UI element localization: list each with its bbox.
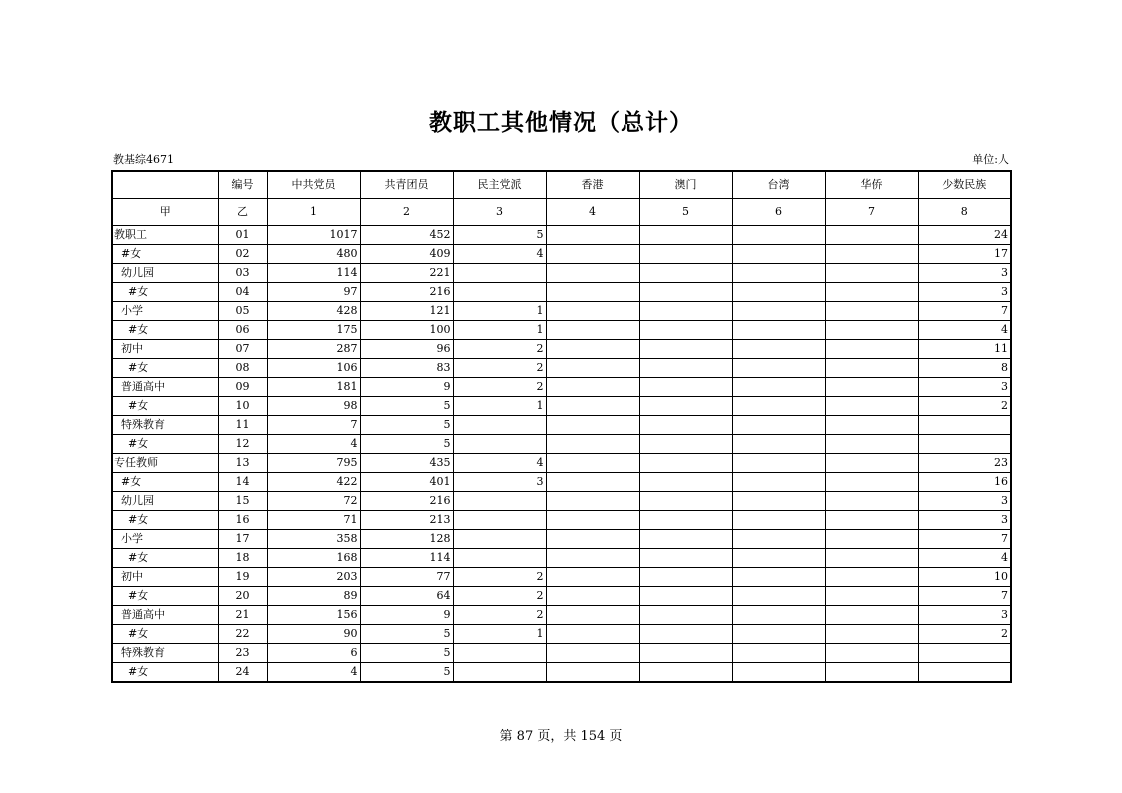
table-cell: [453, 511, 546, 530]
table-cell: [639, 511, 732, 530]
table-cell: 2: [453, 378, 546, 397]
table-cell: [639, 473, 732, 492]
table-cell: 2: [453, 340, 546, 359]
row-label: 特殊教育: [112, 416, 218, 435]
column-index: 8: [918, 199, 1011, 226]
row-code: 24: [218, 663, 267, 683]
table-cell: 5: [360, 663, 453, 683]
column-index: 甲: [112, 199, 218, 226]
table-cell: 287: [267, 340, 360, 359]
table-cell: [453, 492, 546, 511]
table-cell: [453, 549, 546, 568]
column-header: 编号: [218, 171, 267, 199]
table-cell: [639, 435, 732, 454]
table-cell: [732, 625, 825, 644]
table-cell: 4: [453, 245, 546, 264]
table-cell: [546, 264, 639, 283]
table-cell: 114: [267, 264, 360, 283]
table-cell: [639, 492, 732, 511]
row-label: 幼儿园: [112, 264, 218, 283]
row-label: 专任教师: [112, 454, 218, 473]
table-cell: [546, 340, 639, 359]
table-cell: 435: [360, 454, 453, 473]
table-cell: [639, 416, 732, 435]
table-cell: [825, 473, 918, 492]
table-cell: [825, 397, 918, 416]
table-cell: 4: [267, 435, 360, 454]
table-cell: [453, 416, 546, 435]
row-code: 03: [218, 264, 267, 283]
table-row: [112, 397, 1011, 416]
table-cell: 1: [453, 397, 546, 416]
table-cell: [732, 245, 825, 264]
table-cell: [546, 625, 639, 644]
table-cell: 9: [360, 606, 453, 625]
table-cell: [825, 530, 918, 549]
row-label: #女: [112, 511, 218, 530]
table-cell: 64: [360, 587, 453, 606]
table-cell: [825, 245, 918, 264]
table-cell: [546, 454, 639, 473]
table-cell: 7: [918, 530, 1011, 549]
table-cell: 4: [918, 549, 1011, 568]
table-row: [112, 245, 1011, 264]
table-cell: 2: [453, 606, 546, 625]
table-cell: [732, 587, 825, 606]
table-cell: [732, 511, 825, 530]
table-cell: [825, 625, 918, 644]
table-cell: [639, 644, 732, 663]
table-cell: [639, 530, 732, 549]
table-cell: [825, 226, 918, 245]
row-label: 教职工: [112, 226, 218, 245]
table-cell: 175: [267, 321, 360, 340]
column-header: 少数民族: [918, 171, 1011, 199]
table-row: [112, 435, 1011, 454]
table-cell: 3: [918, 378, 1011, 397]
table-cell: [546, 568, 639, 587]
column-index: 4: [546, 199, 639, 226]
table-cell: [546, 511, 639, 530]
row-label: 普通高中: [112, 378, 218, 397]
table-cell: [732, 397, 825, 416]
table-cell: 358: [267, 530, 360, 549]
table-row: [112, 549, 1011, 568]
table-cell: [825, 302, 918, 321]
table-cell: [732, 416, 825, 435]
row-code: 02: [218, 245, 267, 264]
table-cell: [453, 530, 546, 549]
table-cell: [918, 435, 1011, 454]
row-code: 01: [218, 226, 267, 245]
table-cell: 16: [918, 473, 1011, 492]
table-cell: 24: [918, 226, 1011, 245]
table-cell: 1: [453, 625, 546, 644]
table-cell: 83: [360, 359, 453, 378]
table-cell: [825, 492, 918, 511]
table-row: [112, 568, 1011, 587]
table-cell: [825, 378, 918, 397]
table-cell: 452: [360, 226, 453, 245]
table-cell: [825, 587, 918, 606]
table-cell: 3: [918, 283, 1011, 302]
table-cell: 90: [267, 625, 360, 644]
table-cell: [639, 283, 732, 302]
table-cell: [918, 416, 1011, 435]
table-cell: 3: [918, 606, 1011, 625]
column-header: 香港: [546, 171, 639, 199]
row-label: 特殊教育: [112, 644, 218, 663]
table-cell: [825, 416, 918, 435]
table-row: [112, 644, 1011, 663]
table-cell: 3: [918, 511, 1011, 530]
table-cell: 409: [360, 245, 453, 264]
table-cell: [732, 606, 825, 625]
table-row: [112, 321, 1011, 340]
table-cell: 9: [360, 378, 453, 397]
table-cell: [732, 321, 825, 340]
page-footer: 第 87 页，共 154 页: [499, 729, 623, 744]
table-cell: 7: [918, 587, 1011, 606]
table-cell: [453, 663, 546, 683]
table-cell: [546, 587, 639, 606]
table-cell: 1: [453, 321, 546, 340]
table-row: [112, 492, 1011, 511]
table-cell: [825, 644, 918, 663]
table-cell: [825, 663, 918, 683]
table-cell: [639, 359, 732, 378]
table-cell: [453, 435, 546, 454]
table-cell: 2: [918, 397, 1011, 416]
table-cell: [546, 397, 639, 416]
table-cell: 89: [267, 587, 360, 606]
table-cell: 213: [360, 511, 453, 530]
table-cell: [732, 226, 825, 245]
row-code: 05: [218, 302, 267, 321]
table-cell: [546, 663, 639, 683]
column-index: 2: [360, 199, 453, 226]
row-label: #女: [112, 283, 218, 302]
row-label: #女: [112, 245, 218, 264]
table-cell: 8: [918, 359, 1011, 378]
row-code: 13: [218, 454, 267, 473]
table-cell: [639, 568, 732, 587]
table-cell: [546, 283, 639, 302]
table-row: [112, 283, 1011, 302]
table-cell: 5: [360, 625, 453, 644]
table-cell: [639, 302, 732, 321]
table-cell: [546, 530, 639, 549]
table-cell: [546, 378, 639, 397]
table-cell: [546, 549, 639, 568]
table-cell: 72: [267, 492, 360, 511]
table-cell: [732, 283, 825, 302]
table-cell: 422: [267, 473, 360, 492]
table-cell: [732, 644, 825, 663]
column-index: 7: [825, 199, 918, 226]
table-cell: 4: [918, 321, 1011, 340]
table-cell: 6: [267, 644, 360, 663]
table-cell: 23: [918, 454, 1011, 473]
table-cell: 216: [360, 492, 453, 511]
row-code: 09: [218, 378, 267, 397]
column-index: 6: [732, 199, 825, 226]
table-cell: [639, 606, 732, 625]
table-cell: 11: [918, 340, 1011, 359]
table-cell: [732, 264, 825, 283]
table-cell: 98: [267, 397, 360, 416]
table-cell: [825, 454, 918, 473]
row-label: 幼儿园: [112, 492, 218, 511]
column-index: 1: [267, 199, 360, 226]
table-cell: 156: [267, 606, 360, 625]
row-label: #女: [112, 549, 218, 568]
table-row: [112, 625, 1011, 644]
row-label: #女: [112, 587, 218, 606]
table-row: [112, 454, 1011, 473]
table-cell: 97: [267, 283, 360, 302]
table-cell: 3: [918, 264, 1011, 283]
table-cell: [918, 644, 1011, 663]
table-cell: [825, 435, 918, 454]
table-cell: 795: [267, 454, 360, 473]
table-cell: [825, 568, 918, 587]
table-cell: 221: [360, 264, 453, 283]
table-cell: [639, 226, 732, 245]
table-cell: [825, 340, 918, 359]
table-cell: 1: [453, 302, 546, 321]
table-cell: [732, 549, 825, 568]
row-label: 普通高中: [112, 606, 218, 625]
table-cell: [732, 302, 825, 321]
data-table: [111, 170, 1012, 683]
row-code: 19: [218, 568, 267, 587]
table-row: [112, 378, 1011, 397]
table-cell: [546, 416, 639, 435]
table-cell: 401: [360, 473, 453, 492]
form-code: 教基综4671: [113, 153, 174, 166]
table-cell: 203: [267, 568, 360, 587]
table-cell: [546, 492, 639, 511]
table-cell: [546, 321, 639, 340]
table-cell: [732, 435, 825, 454]
column-header: 华侨: [825, 171, 918, 199]
row-code: 06: [218, 321, 267, 340]
row-label: 小学: [112, 302, 218, 321]
table-cell: 1017: [267, 226, 360, 245]
row-code: 23: [218, 644, 267, 663]
row-code: 11: [218, 416, 267, 435]
table-cell: 7: [918, 302, 1011, 321]
table-row: [112, 663, 1011, 683]
table-row: [112, 226, 1011, 245]
row-code: 07: [218, 340, 267, 359]
table-cell: [639, 454, 732, 473]
column-header: 民主党派: [453, 171, 546, 199]
table-cell: [546, 245, 639, 264]
table-cell: 7: [267, 416, 360, 435]
table-cell: [825, 264, 918, 283]
table-row: [112, 340, 1011, 359]
column-header: 共青团员: [360, 171, 453, 199]
row-label: #女: [112, 625, 218, 644]
table-cell: 5: [453, 226, 546, 245]
table-cell: [825, 321, 918, 340]
table-cell: [639, 321, 732, 340]
header-row: [112, 171, 1011, 199]
table-cell: [639, 378, 732, 397]
table-row: [112, 302, 1011, 321]
row-code: 18: [218, 549, 267, 568]
table-cell: [546, 226, 639, 245]
table-cell: 121: [360, 302, 453, 321]
table-cell: 428: [267, 302, 360, 321]
row-label: 初中: [112, 340, 218, 359]
table-cell: 4: [453, 454, 546, 473]
table-row: [112, 606, 1011, 625]
table-cell: [639, 397, 732, 416]
row-code: 22: [218, 625, 267, 644]
table-cell: 216: [360, 283, 453, 302]
table-cell: 480: [267, 245, 360, 264]
row-label: #女: [112, 663, 218, 683]
table-cell: 2: [453, 359, 546, 378]
row-code: 21: [218, 606, 267, 625]
table-cell: [732, 568, 825, 587]
table-cell: [825, 511, 918, 530]
table-cell: 4: [267, 663, 360, 683]
row-code: 16: [218, 511, 267, 530]
table-cell: 71: [267, 511, 360, 530]
table-cell: [732, 473, 825, 492]
table-row: [112, 530, 1011, 549]
column-index: 3: [453, 199, 546, 226]
table-row: [112, 416, 1011, 435]
row-code: 17: [218, 530, 267, 549]
row-code: 04: [218, 283, 267, 302]
table-cell: [732, 454, 825, 473]
table-cell: [546, 302, 639, 321]
table-cell: [546, 435, 639, 454]
table-cell: 114: [360, 549, 453, 568]
row-code: 10: [218, 397, 267, 416]
row-label: #女: [112, 359, 218, 378]
table-cell: 77: [360, 568, 453, 587]
table-cell: [453, 264, 546, 283]
table-cell: [732, 530, 825, 549]
table-cell: [453, 644, 546, 663]
table-cell: [639, 340, 732, 359]
table-cell: [453, 283, 546, 302]
table-cell: [732, 340, 825, 359]
table-cell: 100: [360, 321, 453, 340]
row-label: #女: [112, 397, 218, 416]
table-cell: [546, 473, 639, 492]
table-cell: [825, 549, 918, 568]
column-header: [112, 171, 218, 199]
table-cell: 3: [918, 492, 1011, 511]
table-cell: [639, 245, 732, 264]
column-header: 澳门: [639, 171, 732, 199]
table-cell: [732, 663, 825, 683]
table-cell: [825, 283, 918, 302]
table-row: [112, 264, 1011, 283]
table-cell: 17: [918, 245, 1011, 264]
table-cell: 128: [360, 530, 453, 549]
subheader-row: [112, 199, 1011, 226]
row-code: 20: [218, 587, 267, 606]
table-cell: 106: [267, 359, 360, 378]
row-code: 15: [218, 492, 267, 511]
table-cell: 181: [267, 378, 360, 397]
table-cell: [546, 644, 639, 663]
table-row: [112, 359, 1011, 378]
table-cell: 3: [453, 473, 546, 492]
table-cell: 5: [360, 644, 453, 663]
table-cell: [639, 625, 732, 644]
table-cell: 2: [453, 568, 546, 587]
row-code: 14: [218, 473, 267, 492]
row-label: #女: [112, 473, 218, 492]
table-row: [112, 511, 1011, 530]
table-cell: [639, 549, 732, 568]
column-index: 5: [639, 199, 732, 226]
table-cell: [546, 606, 639, 625]
table-row: [112, 587, 1011, 606]
table-cell: 168: [267, 549, 360, 568]
table-cell: [732, 359, 825, 378]
table-cell: 10: [918, 568, 1011, 587]
table-cell: [639, 587, 732, 606]
table-cell: [639, 264, 732, 283]
table-cell: [732, 378, 825, 397]
column-index: 乙: [218, 199, 267, 226]
page-title: 教职工其他情况（总计）: [429, 110, 693, 136]
table-cell: [825, 359, 918, 378]
row-label: 小学: [112, 530, 218, 549]
table-row: [112, 473, 1011, 492]
table-cell: 5: [360, 397, 453, 416]
table-cell: [639, 663, 732, 683]
column-header: 台湾: [732, 171, 825, 199]
table-cell: 96: [360, 340, 453, 359]
table-body: [112, 171, 1011, 682]
unit-label: 单位:人: [972, 153, 1009, 166]
table-cell: 5: [360, 416, 453, 435]
table-cell: [546, 359, 639, 378]
row-label: #女: [112, 321, 218, 340]
table-cell: 2: [453, 587, 546, 606]
table-cell: 2: [918, 625, 1011, 644]
table-cell: 5: [360, 435, 453, 454]
row-code: 08: [218, 359, 267, 378]
table-cell: [918, 663, 1011, 683]
row-label: #女: [112, 435, 218, 454]
row-label: 初中: [112, 568, 218, 587]
column-header: 中共党员: [267, 171, 360, 199]
table-cell: [732, 492, 825, 511]
row-code: 12: [218, 435, 267, 454]
table-cell: [825, 606, 918, 625]
